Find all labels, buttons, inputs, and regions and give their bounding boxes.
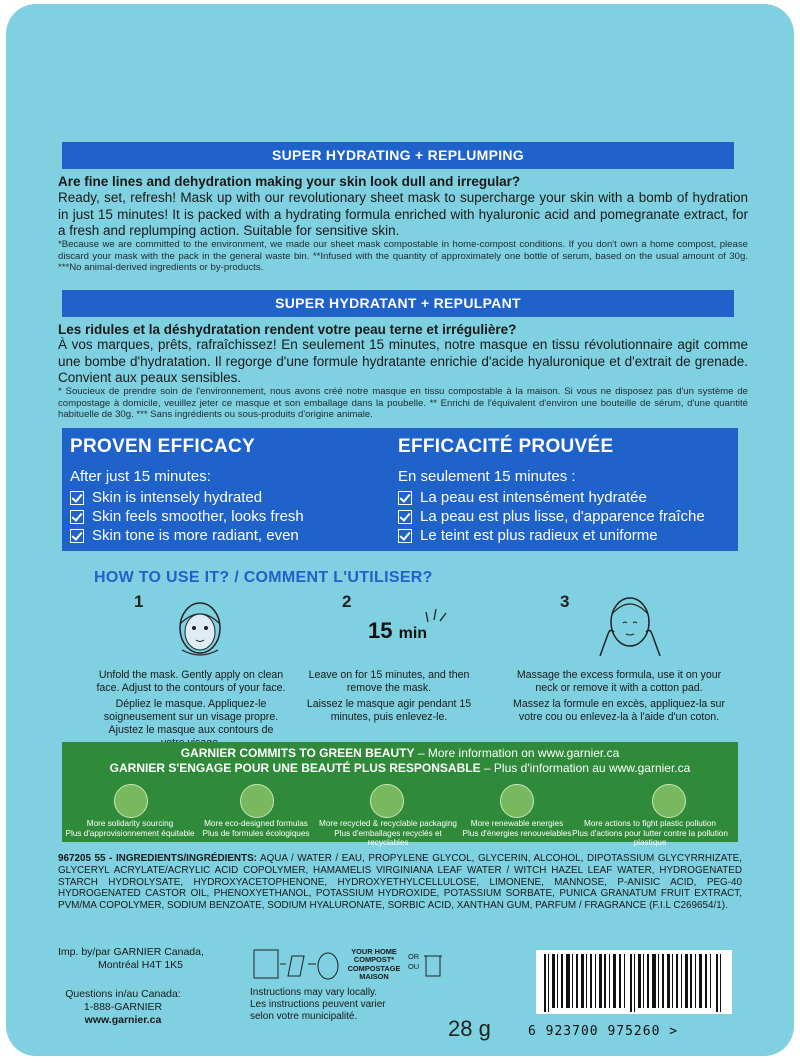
trash-bin-icon [422, 950, 444, 980]
efficacy-en-sub: After just 15 minutes: [70, 468, 211, 485]
step2-text-fr: Laissez le masque agir pendant 15 minutes, puis enlevez-le. [306, 698, 472, 723]
green-line-fr: GARNIER S'ENGAGE POUR UNE BEAUTÉ PLUS RESPONSABLE – Plus d'information au www.garnier.ca [109, 761, 691, 775]
timer-ticks-icon [424, 606, 450, 624]
efficacy-fr [398, 436, 734, 545]
step3-text-fr: Massez la formule en excès, appliquez-la sur votre cou ou enlevez-la à l'aide d'un coton. [513, 698, 725, 723]
or-label: OR OU [408, 952, 420, 971]
compost-steps-icon [252, 948, 342, 982]
efficacy-en-title: PROVEN EFFICACY [70, 436, 256, 457]
efficacy-en [70, 436, 390, 545]
net-weight: 28 g [448, 1016, 491, 1041]
green-beauty-panel [62, 742, 738, 847]
en-question: Are fine lines and dehydration making your skin look dull and irregular? [58, 174, 521, 189]
efficacy-fr-title: EFFICACITÉ PROUVÉE [398, 436, 614, 457]
step2-text-en: Leave on for 15 minutes, and then remove the mask. [308, 669, 470, 694]
checkbox-icon [398, 529, 412, 543]
fr-fineprint: * Soucieux de prendre soin de l'environnement, nous avons créé notre masque en tissu compostable à la maison. Si vous ne disposez pas d'un système de compostage à domicile, veuillez jeter ce masque et son emballage dans la poubelle. ** Enrichi de l'équivalent d'environ une bouteille de sérum, d'une quantité habituelle de 30g. *** Sans ingrédients ou sous-produits d'origine animale. [58, 386, 748, 420]
efficacy-fr-item: Le teint est plus radieux et uniforme [398, 526, 734, 545]
checkbox-icon [70, 491, 84, 505]
checkbox-icon [70, 510, 84, 524]
ingredients-list: 967205 55 - INGREDIENTS/INGRÉDIENTS: AQUA / WATER / EAU, PROPYLENE GLYCOL, GLYCERIN, ALCOHOL, DIPOTASSIUM GLYCYRRHIZATE, GLYCERYL ACRYLATE/ACRYLIC ACID COPOLYMER, HAMAMELIS VIRGINIANA LEAF WATER / WITCH HAZEL LEAF WATER, HYDROGENATED STARCH HYDROLYSATE, HYDROXYACETOPHENONE, HYDROXYETHYLCELLULOSE, LIMONENE, MANNOSE, P-ANISIC ACID, PEG-40 HYDROGENATED CASTOR OIL, PHENOXYETHANOL, POTASSIUM HYDROXIDE, POTASSIUM SORBATE, PUNICA GRANATUM FRUIT EXTRACT, PVM/MA COPOLYMER, SODIUM BENZOATE, SODIUM HYALURONATE, SORBIC ACID, XANTHAN GUM, PARFUM / FRAGRANCE (F.I.L C269654/1). [58, 853, 742, 912]
timer-label: 15 min [368, 618, 428, 643]
green-item-label: More renewable energies Plus d'énergies renouvelables [462, 819, 572, 838]
mask-package-back [6, 4, 794, 1056]
fr-body: À vos marques, prêts, rafraîchissez! En seulement 15 minutes, notre masque en tissu révolutionnaire agit comme une bombe d'hydratation. Il regorge d'une formule hydratante enrichie d'acide hyaluronique et d'extrait de grenade. Convient aux peaux sensibles. [58, 337, 748, 385]
step1-text-en: Unfold the mask. Gently apply on clean face. Adjust to the contours of your face. [96, 669, 286, 694]
green-line-en: GARNIER COMMITS TO GREEN BEAUTY – More information on www.garnier.ca [180, 746, 620, 760]
handshake-icon [114, 784, 148, 818]
efficacy-en-item: Skin tone is more radiant, even [70, 526, 390, 545]
checkbox-icon [398, 510, 412, 524]
local-instructions: Instructions may vary locally. Les instructions peuvent varier selon votre municipalité. [250, 987, 386, 1022]
efficacy-fr-item: La peau est intensément hydratée [398, 488, 734, 507]
howto-title: HOW TO USE IT? / COMMENT L'UTILISER? [94, 569, 433, 586]
face-mask-icon [160, 594, 240, 664]
checkbox-icon [398, 491, 412, 505]
green-item-label: More eco-designed formulas Plus de formules écologiques [202, 819, 310, 838]
green-item-label: More actions to fight plastic pollution Plus d'actions pour lutter contre la pollution plastique [572, 819, 728, 847]
efficacy-fr-item: La peau est plus lisse, d'apparence fraîche [398, 507, 734, 526]
en-body: Ready, set, refresh! Mask up with our revolutionary sheet mask to supercharge your skin with a bomb of hydration in just 15 minutes! It is packed with a hydrating formula enriched with hyaluronic acid and pomegranate extract, for a fresh and replumping action. Suitable for sensitive skin. [58, 190, 748, 238]
barcode-number: 6 923700 975260 > [528, 1024, 679, 1039]
step-number: 2 [342, 592, 352, 611]
efficacy-fr-sub: En seulement 15 minutes : [398, 468, 576, 485]
leaf-icon [240, 784, 274, 818]
green-item-label: More recycled & recyclable packaging Plus d'emballages recyclés et recyclables [319, 819, 457, 847]
barcode [536, 950, 732, 1014]
energy-icon [500, 784, 534, 818]
recycle-icon [370, 784, 404, 818]
checkbox-icon [70, 529, 84, 543]
importer-info: Imp. by/par GARNIER Canada, Montréal H4T 1K5 [58, 946, 204, 971]
efficacy-panel [62, 428, 738, 551]
step1-text-fr: Dépliez le masque. Appliquez-le soigneusement sur un visage propre. Ajustez le masque aux contours de [103, 698, 279, 736]
face-massage-icon [590, 590, 670, 662]
contact-info: Questions in/au Canada: 1-888-GARNIER www.garnier.ca [65, 988, 181, 1026]
compost-instructions [252, 948, 444, 982]
efficacy-en-item: Skin feels smoother, looks fresh [70, 507, 390, 526]
earth-icon [652, 784, 686, 818]
green-item-label: More solidarity sourcing Plus d'approvisionnement équitable [65, 819, 195, 838]
step-number: 3 [560, 592, 570, 611]
en-fineprint: *Because we are committed to the environment, we made our sheet mask compostable in home-compost conditions. If you don't own a home compost, please discard your mask with the pack in the general waste bin. **Infused with the quantity of approximately one bottle of serum, based on the usual amount of 30g. ***No animal-derived ingredients or by-products. [58, 239, 748, 273]
step3-text-en: Massage the excess formula, use it on your neck or remove it with a cotton pad. [516, 669, 722, 694]
compost-label: YOUR HOME COMPOST* COMPOSTAGE MAISON [347, 947, 401, 982]
en-header-bar: SUPER HYDRATING + REPLUMPING [62, 142, 734, 169]
efficacy-en-item: Skin is intensely hydrated [70, 488, 390, 507]
fr-question: Les ridules et la déshydratation rendent votre peau terne et irrégulière? [58, 322, 517, 337]
fr-header-bar: SUPER HYDRATANT + REPULPANT [62, 290, 734, 317]
step-number: 1 [134, 592, 144, 611]
